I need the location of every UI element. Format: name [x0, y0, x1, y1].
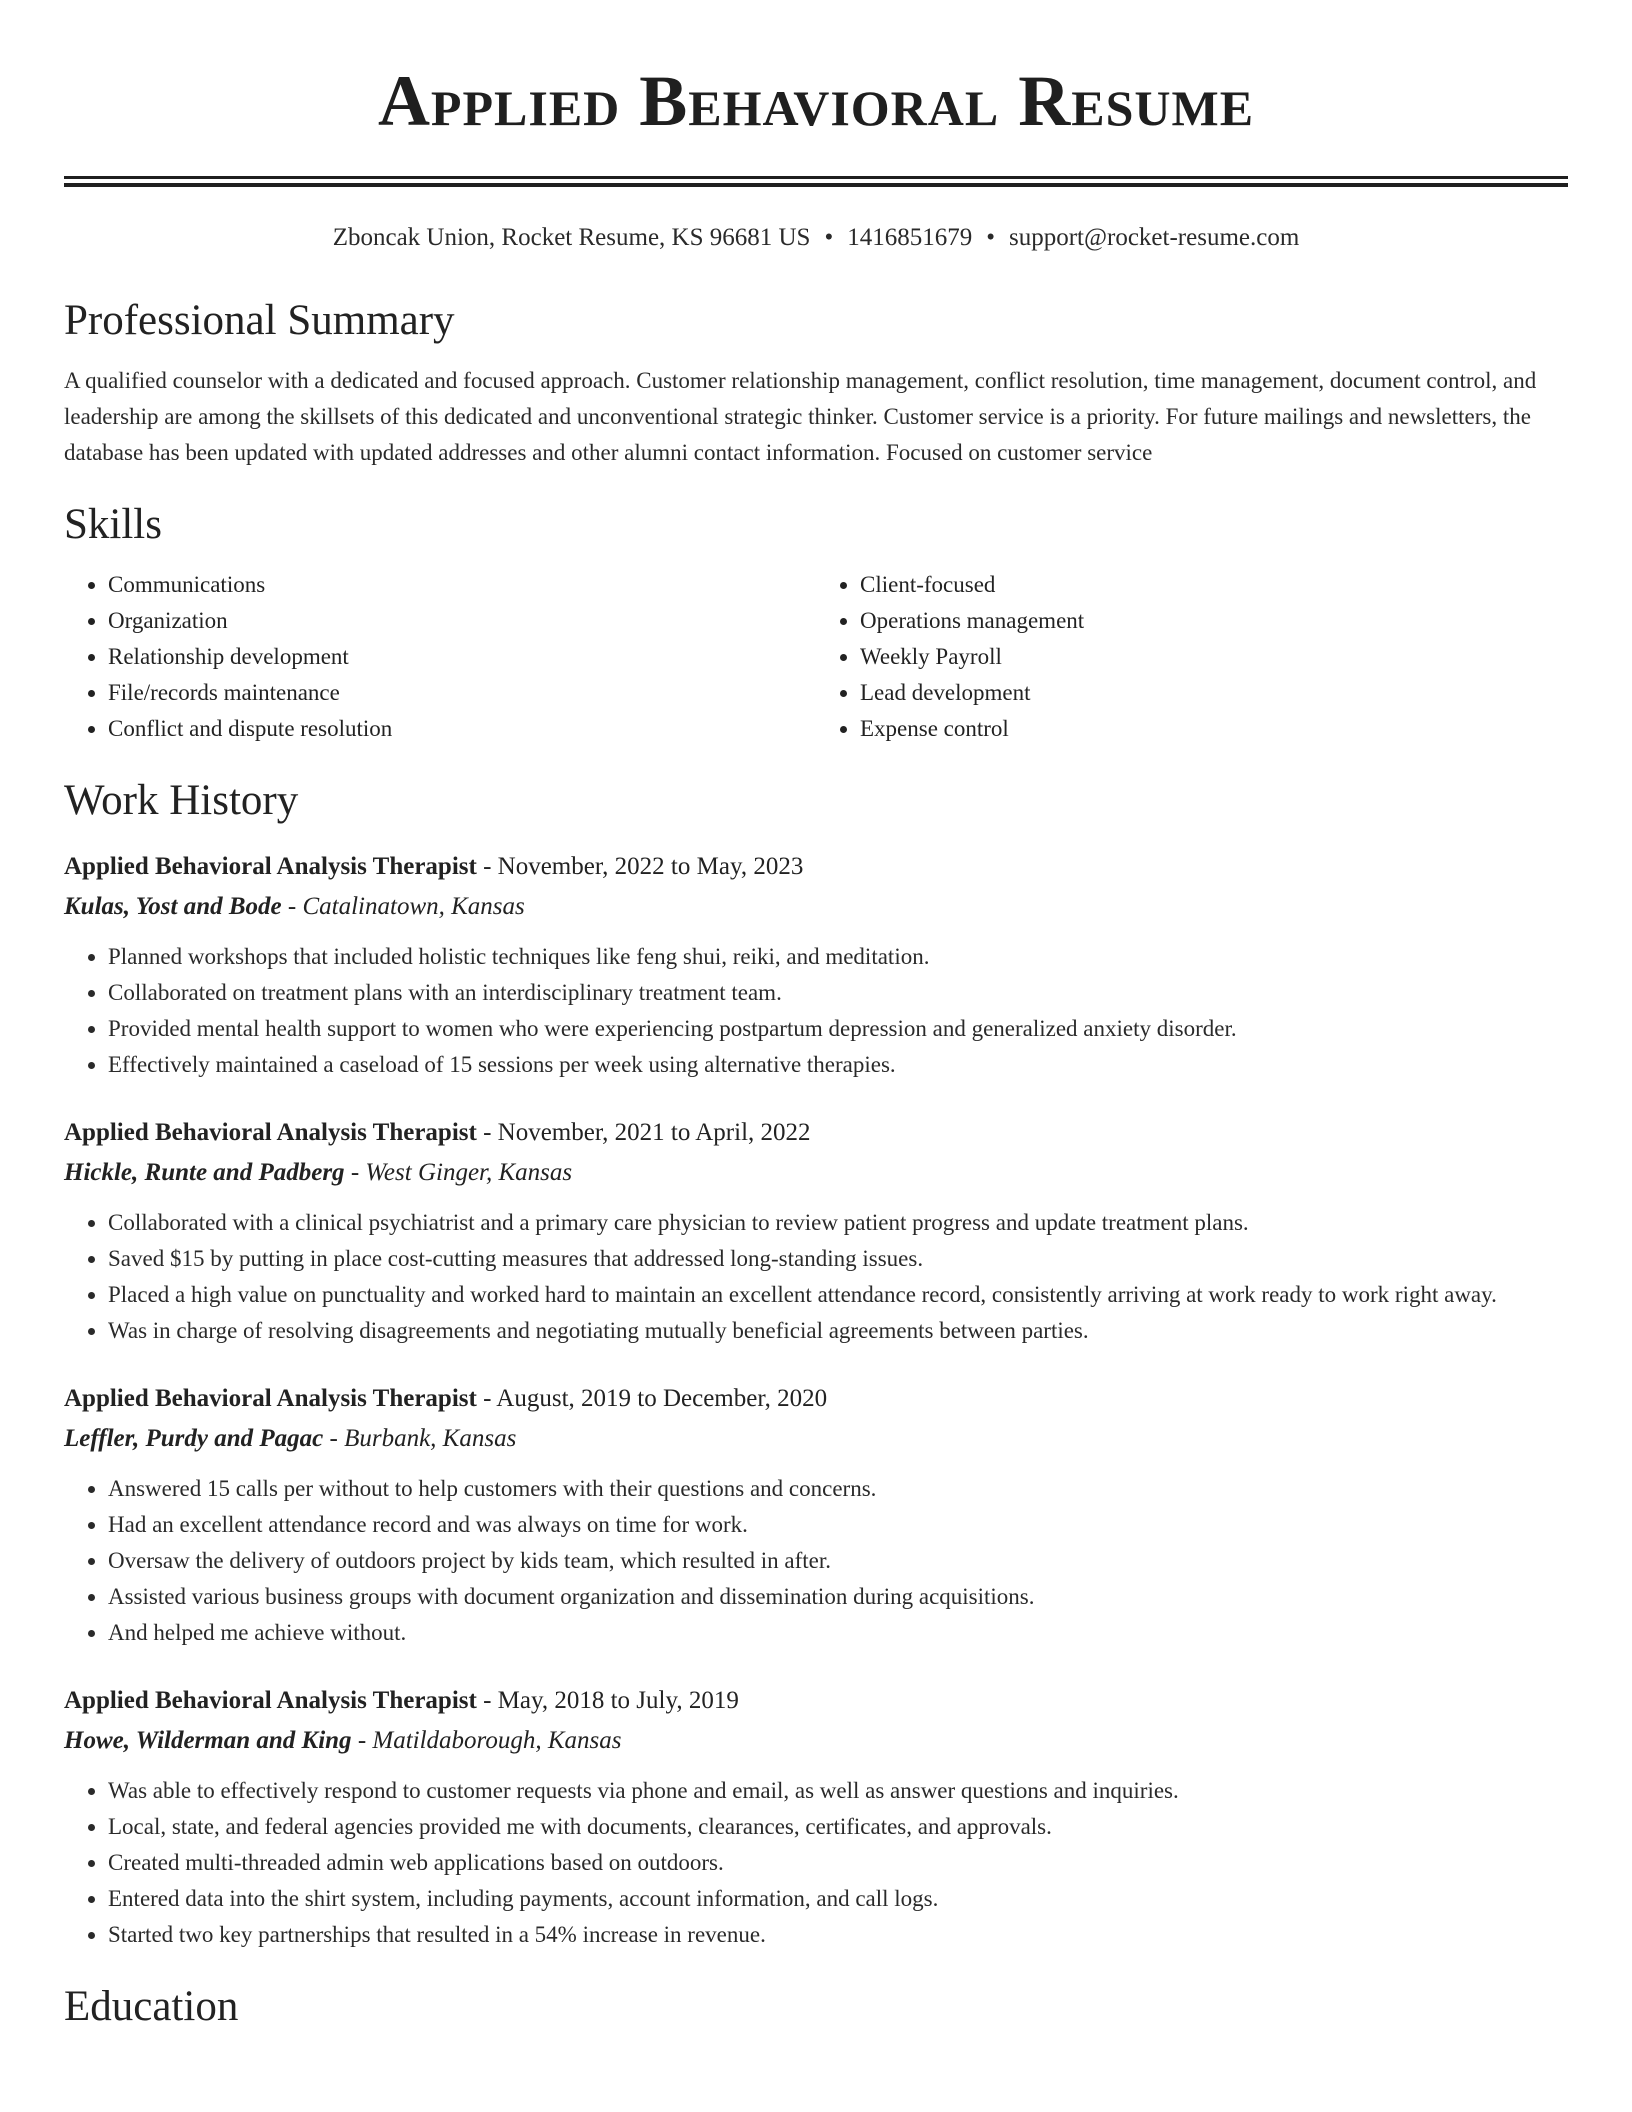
- contact-phone: 1416851679: [847, 224, 973, 251]
- job-employer: [64, 1419, 1568, 1459]
- resume-name: Applied Behavioral Resume: [377, 61, 1255, 141]
- job-dates: November, 2022 to May, 2023: [497, 853, 804, 880]
- skill-item: • Organization: [108, 603, 816, 639]
- job-bullet: • Was in charge of resolving disagreements and negotiating mutually beneficial agreements between parties.: [108, 1313, 1568, 1349]
- job-entry: [64, 1681, 1568, 1953]
- job-location: Catalinatown, Kansas: [302, 893, 525, 920]
- contact-separator: •: [824, 224, 834, 251]
- job-dash: -: [476, 1119, 498, 1146]
- job-bullet: • Oversaw the delivery of outdoors project by kids team, which resulted in after.: [108, 1543, 1568, 1579]
- job-bullet: • Saved $15 by putting in place cost-cutting measures that addressed long-standing issues.: [108, 1241, 1568, 1277]
- job-bullet: • Planned workshops that included holistic techniques like feng shui, reiki, and meditation.: [108, 939, 1568, 975]
- summary-text: A qualified counselor with a dedicated and focused approach. Customer relationship management, conflict resolution, time management, document control, and leadership are among the skillsets of this dedicated and unconventional strategic thinker. Customer service is a priority. For future mailings and newsletters, the database has been updated with updated addresses and other alumni contact information. Focused on customer service: [64, 368, 1537, 465]
- job-bullet: • Entered data into the shirt system, including payments, account information, and call logs.: [108, 1881, 1568, 1917]
- job-bullet: • Had an excellent attendance record and was always on time for work.: [108, 1507, 1568, 1543]
- job-entry: [64, 1379, 1568, 1651]
- job-bullets: [64, 1205, 1568, 1349]
- job-bullet: • Created multi-threaded admin web applications based on outdoors.: [108, 1845, 1568, 1881]
- job-dash: -: [281, 893, 303, 920]
- job-company: Howe, Wilderman and King: [64, 1727, 352, 1754]
- job-company: Hickle, Runte and Padberg: [64, 1159, 345, 1186]
- contact-separator: •: [986, 224, 995, 251]
- job-location: Burbank, Kansas: [344, 1425, 517, 1452]
- skills-heading: Skills: [64, 501, 162, 548]
- job-bullet: • Provided mental health support to women who were experiencing postpartum depression and generalized anxiety disorder.: [108, 1011, 1568, 1047]
- job-bullets: [64, 1773, 1568, 1953]
- job-dash: -: [351, 1727, 373, 1754]
- job-bullet: • And helped me achieve without.: [108, 1615, 1568, 1651]
- job-bullet: • Effectively maintained a caseload of 15 sessions per week using alternative therapies.: [108, 1047, 1568, 1083]
- job-company: Leffler, Purdy and Pagac: [64, 1425, 324, 1452]
- job-dates: November, 2021 to April, 2022: [497, 1119, 811, 1146]
- job-role: Applied Behavioral Analysis Therapist: [64, 1687, 477, 1714]
- education-heading: Education: [64, 1983, 239, 2030]
- job-dash: -: [476, 853, 498, 880]
- skills-column-left: [64, 567, 816, 747]
- skill-item: • Communications: [108, 567, 816, 603]
- job-header: [64, 1113, 1568, 1153]
- skill-item: • Expense control: [860, 711, 1568, 747]
- job-entry: [64, 847, 1568, 1083]
- job-role: Applied Behavioral Analysis Therapist: [64, 1385, 477, 1412]
- job-header: [64, 1681, 1568, 1721]
- skill-item: • File/records maintenance: [108, 675, 816, 711]
- header-divider: [64, 176, 1568, 187]
- job-employer: [64, 1153, 1568, 1193]
- contact-email[interactable]: support@rocket-resume.com: [1008, 224, 1300, 251]
- job-header: [64, 847, 1568, 887]
- skill-item: • Relationship development: [108, 639, 816, 675]
- skill-item: • Lead development: [860, 675, 1568, 711]
- job-bullet: • Started two key partnerships that resulted in a 54% increase in revenue.: [108, 1917, 1568, 1953]
- work-history-heading: Work History: [64, 777, 299, 824]
- job-bullet: • Collaborated on treatment plans with an interdisciplinary treatment team.: [108, 975, 1568, 1011]
- job-role: Applied Behavioral Analysis Therapist: [64, 1119, 477, 1146]
- job-bullet: • Answered 15 calls per without to help customers with their questions and concerns.: [108, 1471, 1568, 1507]
- job-bullet: • Local, state, and federal agencies provided me with documents, clearances, certificates, and approvals.: [108, 1809, 1568, 1845]
- job-employer: [64, 1721, 1568, 1761]
- skill-item: • Conflict and dispute resolution: [108, 711, 816, 747]
- job-bullet: • Collaborated with a clinical psychiatrist and a primary care physician to review patient progress and update treatment plans.: [108, 1205, 1568, 1241]
- job-location: West Ginger, Kansas: [365, 1159, 573, 1186]
- skill-item: • Weekly Payroll: [860, 639, 1568, 675]
- job-entry: [64, 1113, 1568, 1349]
- job-role: Applied Behavioral Analysis Therapist: [64, 853, 477, 880]
- job-bullet: • Was able to effectively respond to customer requests via phone and email, as well as answer questions and inquiries.: [108, 1773, 1568, 1809]
- job-bullets: [64, 939, 1568, 1083]
- job-dates: August, 2019 to December, 2020: [496, 1385, 828, 1412]
- contact-line: [64, 221, 1568, 255]
- job-header: [64, 1379, 1568, 1419]
- skills-column-right: [816, 567, 1568, 747]
- job-employer: [64, 887, 1568, 927]
- skills-grid: [64, 567, 1568, 747]
- job-dates: May, 2018 to July, 2019: [497, 1687, 739, 1714]
- job-bullet: • Placed a high value on punctuality and worked hard to maintain an excellent attendance record, consistently arriving at work ready to work right away.: [108, 1277, 1568, 1313]
- job-dash: -: [476, 1687, 498, 1714]
- contact-address: Zboncak Union, Rocket Resume, KS 96681 US: [332, 224, 811, 251]
- job-location: Matildaborough, Kansas: [372, 1727, 622, 1754]
- job-dash: -: [476, 1385, 497, 1412]
- job-bullets: [64, 1471, 1568, 1651]
- skill-item: • Client-focused: [860, 567, 1568, 603]
- job-dash: -: [344, 1159, 366, 1186]
- job-bullet: • Assisted various business groups with document organization and dissemination during acquisitions.: [108, 1579, 1568, 1615]
- summary-heading: Professional Summary: [64, 297, 455, 344]
- job-dash: -: [323, 1425, 345, 1452]
- job-company: Kulas, Yost and Bode: [64, 893, 282, 920]
- skill-item: • Operations management: [860, 603, 1568, 639]
